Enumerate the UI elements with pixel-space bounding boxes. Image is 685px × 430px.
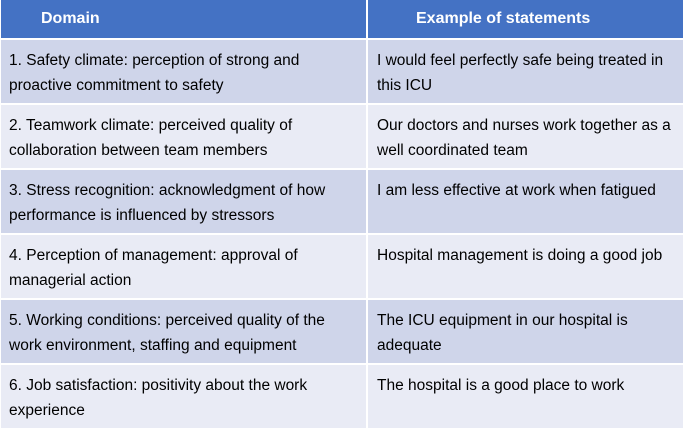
example-cell: Our doctors and nurses work together as a well coordinated team <box>367 104 684 169</box>
table-row <box>1 169 684 234</box>
domain-cell: 3. Stress recognition: acknowledgment of how performance is influenced by stressors <box>1 169 367 234</box>
example-cell: I would feel perfectly safe being treated in this ICU <box>367 39 684 104</box>
table-row <box>1 299 684 364</box>
table-row <box>1 364 684 429</box>
table-row <box>1 234 684 299</box>
header-domain: Domain <box>1 0 367 39</box>
example-cell: The hospital is a good place to work <box>367 364 684 429</box>
domain-cell: 1. Safety climate: perception of strong and proactive commitment to safety <box>1 39 367 104</box>
header-example-statements: Example of statements <box>367 0 684 39</box>
table-row <box>1 39 684 104</box>
table-row <box>1 104 684 169</box>
table-header-row <box>1 0 684 39</box>
example-cell: Hospital management is doing a good job <box>367 234 684 299</box>
domain-cell: 4. Perception of management: approval of managerial action <box>1 234 367 299</box>
domain-cell: 2. Teamwork climate: perceived quality of collaboration between team members <box>1 104 367 169</box>
example-cell: I am less effective at work when fatigued <box>367 169 684 234</box>
domain-cell: 6. Job satisfaction: positivity about the work experience <box>1 364 367 429</box>
domains-table-container <box>1 0 684 419</box>
domain-cell: 5. Working conditions: perceived quality of the work environment, staffing and equipment <box>1 299 367 364</box>
domains-table <box>1 0 685 430</box>
example-cell: The ICU equipment in our hospital is adequate <box>367 299 684 364</box>
